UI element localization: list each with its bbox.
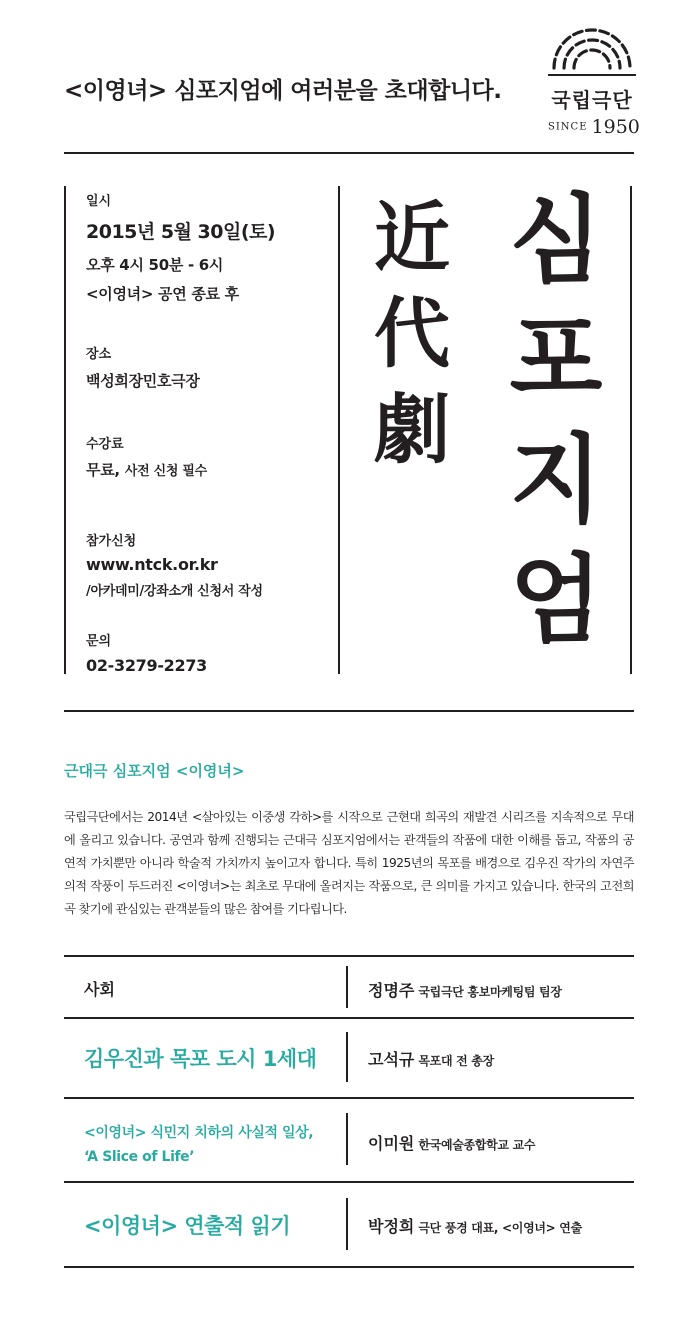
venue-name: 백성희장민호극장 bbox=[86, 372, 200, 390]
info-right-rule bbox=[338, 186, 340, 674]
program-topic: 김우진과 목포 도시 1세대 bbox=[84, 1047, 317, 1071]
theater-arch-icon bbox=[548, 24, 636, 72]
info-bottom-divider bbox=[64, 710, 634, 712]
hanja-char: 代 bbox=[374, 289, 450, 378]
hangul-char: 지 bbox=[509, 424, 603, 536]
speaker-name: 고석규 bbox=[368, 1050, 415, 1069]
logo-since bbox=[548, 116, 640, 138]
intro-body: 국립극단에서는 2014년 <살아있는 이중생 각하>를 시작으로 근현대 희곡의 재발견 시리즈를 지속적으로 무대에 올리고 있습니다. 공연과 함께 진행되는 근대극 심포지엄에서는 관객들의 작품에 대한 이해를 돕고, 작품의 공연적 가치뿐만 아니라 학술적 가치까지 높이고자 합니다. 특히 1925년의 목포를 배경으로 김우진 작가의 자연주의적 작풍이 두드러진 <이영녀>는 최초로 무대에 올려지는 작품으로, 큰 의미를 가지고 있습니다. 한국의 고전희곡 찾기에 관심있는 관객분들의 많은 참여를 기다립니다. bbox=[64, 810, 634, 916]
fee-note: 사전 신청 필수 bbox=[124, 464, 207, 479]
title-hangul bbox=[495, 180, 617, 660]
logo-name: 국립극단 bbox=[551, 88, 633, 112]
logo-divider bbox=[548, 74, 636, 76]
table-col-divider bbox=[346, 966, 348, 1008]
intro-heading: 근대극 심포지엄 <이영녀> bbox=[64, 762, 245, 780]
fee-value: 무료, bbox=[86, 461, 120, 479]
fee-line bbox=[86, 459, 336, 480]
contact-label: 문의 bbox=[86, 634, 112, 649]
speaker-role: 극단 풍경 대표, <이영녀> 연출 bbox=[418, 1221, 582, 1235]
table-col-divider bbox=[346, 1032, 348, 1082]
topic-line: ‘A Slice of Life’ bbox=[84, 1149, 195, 1165]
table-rule bbox=[64, 1181, 634, 1183]
apply-path: /아카데미/강좌소개 신청서 작성 bbox=[86, 584, 263, 599]
table-rule bbox=[64, 1097, 634, 1099]
since-text: SINCE bbox=[548, 121, 588, 133]
program-topic: <이영녀> 연출적 읽기 bbox=[84, 1214, 291, 1238]
title-right-rule bbox=[630, 186, 632, 674]
speaker-role: 목포대 전 총장 bbox=[418, 1054, 494, 1068]
fee-label: 수강료 bbox=[86, 437, 124, 452]
event-date: 2015년 5월 30일(토) bbox=[86, 221, 276, 243]
table-rule bbox=[64, 1017, 634, 1019]
speaker-role: 한국예술종합학교 교수 bbox=[418, 1138, 536, 1152]
info-left-rule bbox=[64, 186, 66, 674]
table-bottom-rule bbox=[64, 1266, 634, 1268]
speaker-name: 정명주 bbox=[368, 981, 415, 1000]
program-speaker bbox=[368, 1047, 630, 1070]
national-theater-logo bbox=[548, 24, 640, 138]
event-time-note: <이영녀> 공연 종료 후 bbox=[86, 285, 239, 303]
since-year: 1950 bbox=[591, 116, 640, 138]
apply-label: 참가신청 bbox=[86, 534, 137, 549]
venue-label: 장소 bbox=[86, 347, 112, 362]
table-col-divider bbox=[346, 1198, 348, 1250]
program-speaker bbox=[368, 1214, 630, 1237]
page-title: <이영녀> 심포지엄에 여러분을 초대합니다. bbox=[64, 78, 502, 104]
table-col-divider bbox=[346, 1113, 348, 1165]
table-top-rule bbox=[64, 955, 634, 957]
date-label: 일시 bbox=[86, 194, 112, 209]
header-divider bbox=[64, 152, 634, 154]
event-time: 오후 4시 50분 - 6시 bbox=[86, 256, 224, 274]
speaker-name: 박정희 bbox=[368, 1217, 415, 1236]
topic-line: <이영녀> 식민지 치하의 사실적 일상, bbox=[84, 1125, 314, 1141]
contact-phone: 02-3279-2273 bbox=[86, 656, 208, 675]
hangul-char: 심 bbox=[509, 184, 603, 296]
title-hanja bbox=[362, 190, 462, 478]
hangul-char: 엄 bbox=[509, 544, 603, 656]
speaker-role: 국립극단 홍보마케팅팀 팀장 bbox=[418, 985, 562, 999]
program-topic: 사회 bbox=[84, 980, 115, 999]
hangul-char: 포 bbox=[509, 304, 603, 416]
apply-url-link[interactable]: www.ntck.or.kr bbox=[86, 555, 218, 574]
speaker-name: 이미원 bbox=[368, 1134, 415, 1153]
program-speaker bbox=[368, 1131, 630, 1154]
program-speaker bbox=[368, 978, 630, 1001]
program-topic bbox=[84, 1121, 336, 1169]
hanja-char: 劇 bbox=[374, 385, 450, 474]
hanja-char: 近 bbox=[374, 193, 450, 282]
